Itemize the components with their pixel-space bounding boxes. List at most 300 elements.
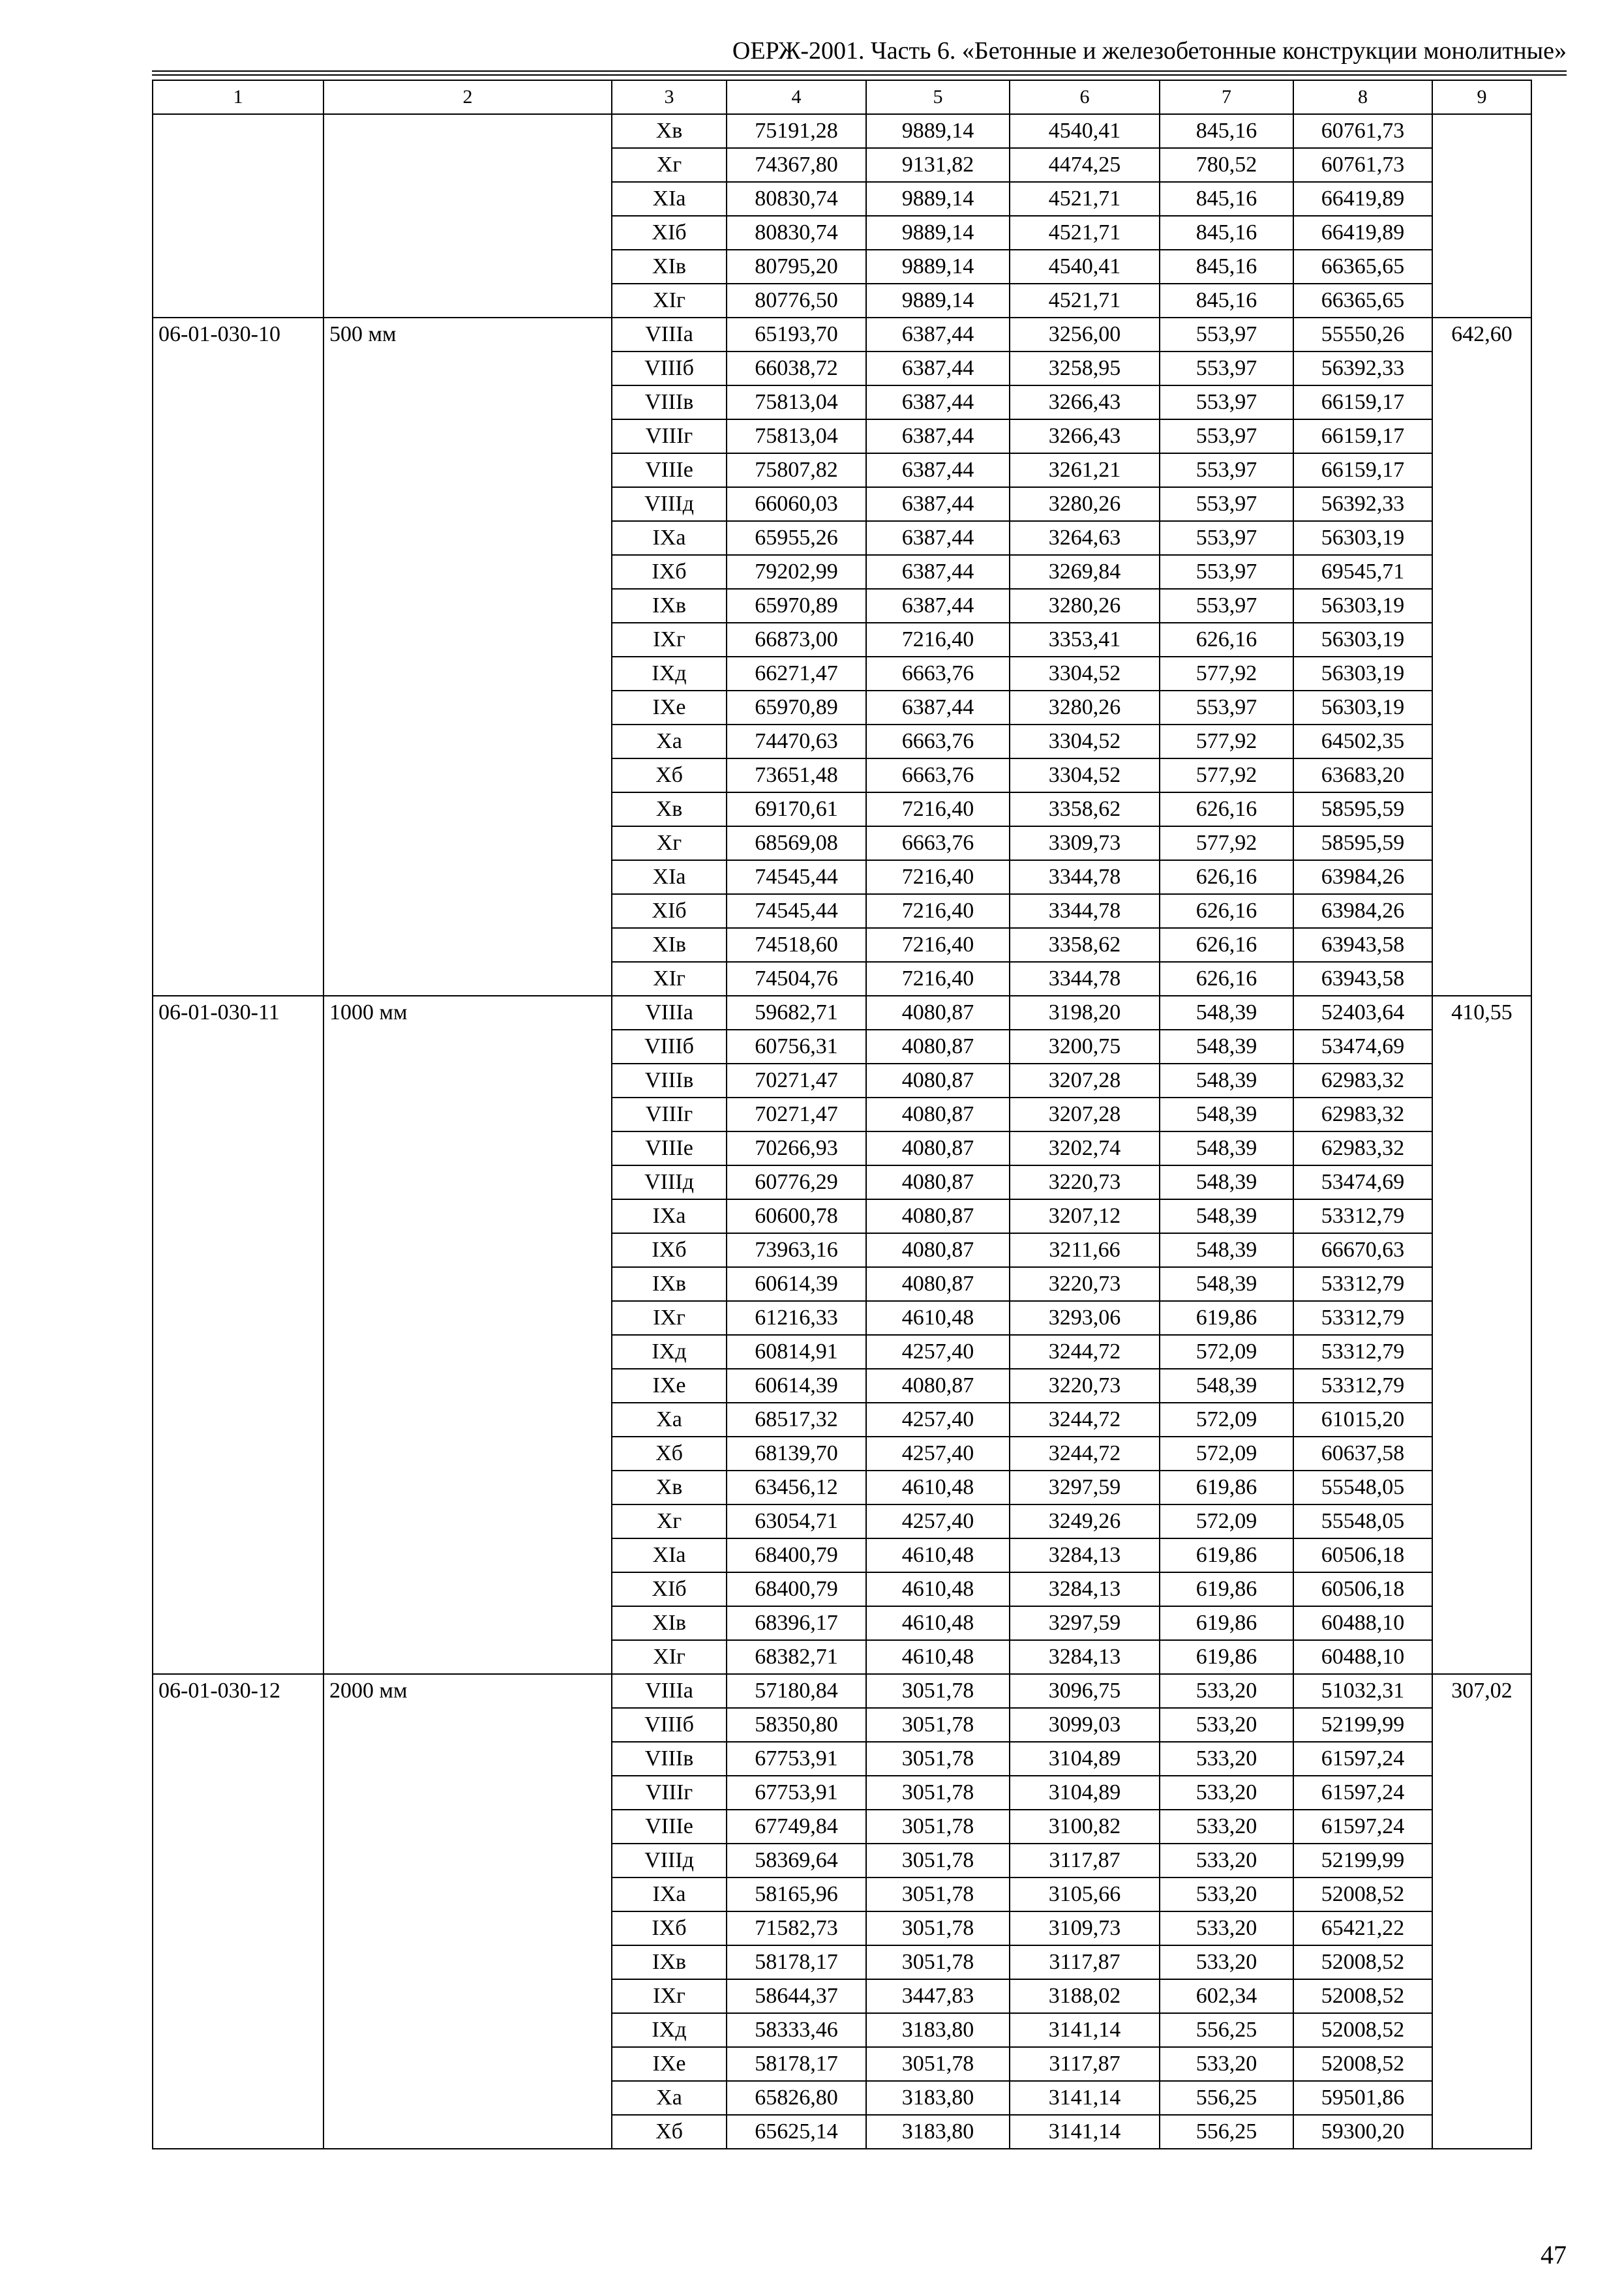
value-cell-col5: 3051,78 xyxy=(866,1844,1010,1878)
value-cell-col5: 3051,78 xyxy=(866,1810,1010,1844)
value-cell-col5: 3051,78 xyxy=(866,1776,1010,1810)
value-cell-col5: 6387,44 xyxy=(866,555,1010,589)
value-cell-col7: 553,97 xyxy=(1160,385,1293,419)
value-cell-col5: 3447,83 xyxy=(866,1979,1010,2013)
value-cell-col8: 60506,18 xyxy=(1293,1538,1432,1572)
value-cell-col4: 69170,61 xyxy=(727,792,866,826)
zone-cell: VIIIд xyxy=(612,1844,727,1878)
value-cell-col8: 66670,63 xyxy=(1293,1233,1432,1267)
value-cell-col7: 626,16 xyxy=(1160,928,1293,962)
value-cell-col6: 3200,75 xyxy=(1010,1030,1160,1064)
value-cell-col6: 3104,89 xyxy=(1010,1742,1160,1776)
value-cell-col8: 59300,20 xyxy=(1293,2115,1432,2149)
zone-cell: IXв xyxy=(612,1945,727,1979)
value-cell-col5: 3051,78 xyxy=(866,2047,1010,2081)
value-cell-col5: 3183,80 xyxy=(866,2013,1010,2047)
value-cell-col6: 3297,59 xyxy=(1010,1606,1160,1640)
value-cell-col5: 7216,40 xyxy=(866,792,1010,826)
value-cell-col6: 3220,73 xyxy=(1010,1267,1160,1301)
value-cell-col7: 845,16 xyxy=(1160,216,1293,250)
value-cell-col7: 572,09 xyxy=(1160,1504,1293,1538)
value-cell-col4: 74504,76 xyxy=(727,962,866,996)
value-cell-col5: 4080,87 xyxy=(866,1199,1010,1233)
value-cell-col6: 4521,71 xyxy=(1010,216,1160,250)
value-cell-col4: 59682,71 xyxy=(727,996,866,1030)
value-cell-col8: 60488,10 xyxy=(1293,1606,1432,1640)
table-row xyxy=(153,318,1531,352)
value-cell-col5: 4080,87 xyxy=(866,1030,1010,1064)
value-cell-col7: 548,39 xyxy=(1160,1064,1293,1098)
value-cell-col4: 71582,73 xyxy=(727,1911,866,1945)
value-cell-col7: 619,86 xyxy=(1160,1572,1293,1606)
table-header xyxy=(153,80,1531,114)
zone-cell: IXг xyxy=(612,1979,727,2013)
value-cell-col8: 69545,71 xyxy=(1293,555,1432,589)
zone-cell: Хг xyxy=(612,1504,727,1538)
value-cell-col7: 626,16 xyxy=(1160,860,1293,894)
value-cell-col6: 3280,26 xyxy=(1010,691,1160,725)
value-cell-col4: 75191,28 xyxy=(727,114,866,148)
value-cell-col5: 9889,14 xyxy=(866,114,1010,148)
zone-cell: Ха xyxy=(612,1403,727,1437)
zone-cell: IXв xyxy=(612,1267,727,1301)
zone-cell: VIIIе xyxy=(612,1810,727,1844)
value-cell-col6: 3297,59 xyxy=(1010,1471,1160,1504)
zone-cell: Хб xyxy=(612,758,727,792)
zone-cell: Хв xyxy=(612,792,727,826)
value-cell-col8: 66159,17 xyxy=(1293,385,1432,419)
value-cell-col6: 3141,14 xyxy=(1010,2013,1160,2047)
column-number-row xyxy=(153,80,1531,114)
value-cell-col4: 58178,17 xyxy=(727,2047,866,2081)
value-cell-col6: 3304,52 xyxy=(1010,657,1160,691)
value-cell-col8: 61597,24 xyxy=(1293,1810,1432,1844)
value-cell-col6: 4474,25 xyxy=(1010,148,1160,182)
value-cell-col7: 533,20 xyxy=(1160,1878,1293,1911)
value-cell-col8: 51032,31 xyxy=(1293,1674,1432,1708)
value-cell-col6: 3207,28 xyxy=(1010,1064,1160,1098)
column-number-5: 5 xyxy=(866,80,1010,114)
value-cell-col6: 3104,89 xyxy=(1010,1776,1160,1810)
value-cell-col7: 577,92 xyxy=(1160,657,1293,691)
value-cell-col4: 60600,78 xyxy=(727,1199,866,1233)
value-cell-col4: 60614,39 xyxy=(727,1267,866,1301)
value-cell-col7: 626,16 xyxy=(1160,623,1293,657)
value-cell-col4: 80795,20 xyxy=(727,250,866,284)
value-cell-col6: 3220,73 xyxy=(1010,1369,1160,1403)
value-cell-col8: 66159,17 xyxy=(1293,419,1432,453)
value-cell-col5: 4610,48 xyxy=(866,1538,1010,1572)
value-cell-col5: 4610,48 xyxy=(866,1640,1010,1674)
value-cell-col7: 553,97 xyxy=(1160,691,1293,725)
column-number-7: 7 xyxy=(1160,80,1293,114)
value-cell-col6: 3220,73 xyxy=(1010,1165,1160,1199)
value-cell-col6: 3304,52 xyxy=(1010,725,1160,758)
value-cell-col5: 4080,87 xyxy=(866,1131,1010,1165)
value-cell-col7: 553,97 xyxy=(1160,453,1293,487)
value-cell-col6: 3344,78 xyxy=(1010,860,1160,894)
zone-cell: VIIIа xyxy=(612,1674,727,1708)
value-cell-col4: 61216,33 xyxy=(727,1301,866,1335)
value-cell-col6: 3211,66 xyxy=(1010,1233,1160,1267)
value-cell-col8: 53312,79 xyxy=(1293,1335,1432,1369)
value-cell-col7: 533,20 xyxy=(1160,1742,1293,1776)
zone-cell: IXе xyxy=(612,2047,727,2081)
zone-cell: IXа xyxy=(612,1878,727,1911)
value-cell-col7: 533,20 xyxy=(1160,1945,1293,1979)
zone-cell: VIIIв xyxy=(612,1742,727,1776)
value-cell-col6: 3117,87 xyxy=(1010,1945,1160,1979)
value-cell-col6: 3141,14 xyxy=(1010,2081,1160,2115)
value-cell-col5: 4080,87 xyxy=(866,1064,1010,1098)
value-cell-col5: 4080,87 xyxy=(866,1165,1010,1199)
zone-cell: XIв xyxy=(612,1606,727,1640)
value-cell-col7: 548,39 xyxy=(1160,1131,1293,1165)
value-cell-col4: 70271,47 xyxy=(727,1098,866,1131)
zone-cell: VIIIб xyxy=(612,1030,727,1064)
value-cell-col8: 62983,32 xyxy=(1293,1131,1432,1165)
value-cell-col6: 3188,02 xyxy=(1010,1979,1160,2013)
column-number-2: 2 xyxy=(323,80,612,114)
value-cell-col8: 58595,59 xyxy=(1293,792,1432,826)
value-cell-col6: 3284,13 xyxy=(1010,1640,1160,1674)
page-number: 47 xyxy=(1541,2240,1567,2269)
column-number-6: 6 xyxy=(1010,80,1160,114)
value-cell-col5: 6663,76 xyxy=(866,725,1010,758)
value-cell-col4: 67753,91 xyxy=(727,1742,866,1776)
zone-cell: VIIIг xyxy=(612,419,727,453)
value-cell-col4: 58369,64 xyxy=(727,1844,866,1878)
value-cell-col6: 3261,21 xyxy=(1010,453,1160,487)
value-cell-col4: 74470,63 xyxy=(727,725,866,758)
zone-cell: VIIIа xyxy=(612,996,727,1030)
zone-cell: IXа xyxy=(612,521,727,555)
value-cell-col4: 63456,12 xyxy=(727,1471,866,1504)
value-cell-col5: 4257,40 xyxy=(866,1335,1010,1369)
value-cell-col7: 619,86 xyxy=(1160,1301,1293,1335)
value-cell-col8: 63984,26 xyxy=(1293,860,1432,894)
column-number-4: 4 xyxy=(727,80,866,114)
value-cell-col6: 3353,41 xyxy=(1010,623,1160,657)
value-cell-col5: 6387,44 xyxy=(866,589,1010,623)
dimension-cell: 500 мм xyxy=(323,318,612,996)
value-cell-col8: 56303,19 xyxy=(1293,691,1432,725)
zone-cell: Хб xyxy=(612,1437,727,1471)
value-cell-col6: 3207,12 xyxy=(1010,1199,1160,1233)
value-cell-col4: 58178,17 xyxy=(727,1945,866,1979)
value-cell-col8: 63943,58 xyxy=(1293,962,1432,996)
dimension-cell: 2000 мм xyxy=(323,1674,612,2149)
value-cell-col8: 63984,26 xyxy=(1293,894,1432,928)
value-cell-col6: 3258,95 xyxy=(1010,352,1160,385)
value-cell-col4: 65955,26 xyxy=(727,521,866,555)
value-cell-col8: 60488,10 xyxy=(1293,1640,1432,1674)
value-cell-col7: 533,20 xyxy=(1160,2047,1293,2081)
value-cell-col8: 52199,99 xyxy=(1293,1708,1432,1742)
value-cell-col5: 6387,44 xyxy=(866,318,1010,352)
value-cell-col7: 577,92 xyxy=(1160,826,1293,860)
value-cell-col8: 52008,52 xyxy=(1293,1979,1432,2013)
value-cell-col7: 845,16 xyxy=(1160,182,1293,216)
value-cell-col5: 3051,78 xyxy=(866,1878,1010,1911)
zone-cell: VIIIд xyxy=(612,487,727,521)
value-cell-col5: 6387,44 xyxy=(866,352,1010,385)
value-cell-col6: 3304,52 xyxy=(1010,758,1160,792)
value-cell-col7: 548,39 xyxy=(1160,1267,1293,1301)
col9-value-cell: 410,55 xyxy=(1432,996,1531,1674)
value-cell-col7: 619,86 xyxy=(1160,1538,1293,1572)
value-cell-col6: 3100,82 xyxy=(1010,1810,1160,1844)
value-cell-col7: 533,20 xyxy=(1160,1674,1293,1708)
value-cell-col8: 52199,99 xyxy=(1293,1844,1432,1878)
value-cell-col8: 56303,19 xyxy=(1293,657,1432,691)
value-cell-col6: 3096,75 xyxy=(1010,1674,1160,1708)
zone-cell: VIIIа xyxy=(612,318,727,352)
value-cell-col5: 4610,48 xyxy=(866,1572,1010,1606)
value-cell-col7: 548,39 xyxy=(1160,1369,1293,1403)
col9-value-cell: 307,02 xyxy=(1432,1674,1531,2149)
value-cell-col6: 3309,73 xyxy=(1010,826,1160,860)
value-cell-col4: 74545,44 xyxy=(727,860,866,894)
value-cell-col6: 3344,78 xyxy=(1010,894,1160,928)
value-cell-col5: 6387,44 xyxy=(866,691,1010,725)
price-table xyxy=(152,80,1532,2149)
value-cell-col5: 3051,78 xyxy=(866,1742,1010,1776)
value-cell-col4: 80830,74 xyxy=(727,216,866,250)
zone-cell: IXе xyxy=(612,691,727,725)
value-cell-col8: 56303,19 xyxy=(1293,521,1432,555)
value-cell-col7: 533,20 xyxy=(1160,1810,1293,1844)
value-cell-col5: 6663,76 xyxy=(866,657,1010,691)
value-cell-col6: 3256,00 xyxy=(1010,318,1160,352)
value-cell-col8: 56392,33 xyxy=(1293,352,1432,385)
col9-value-cell xyxy=(1432,114,1531,318)
value-cell-col6: 3099,03 xyxy=(1010,1708,1160,1742)
value-cell-col4: 73963,16 xyxy=(727,1233,866,1267)
value-cell-col6: 3249,26 xyxy=(1010,1504,1160,1538)
zone-cell: VIIIг xyxy=(612,1098,727,1131)
value-cell-col8: 55550,26 xyxy=(1293,318,1432,352)
value-cell-col7: 619,86 xyxy=(1160,1471,1293,1504)
zone-cell: Хб xyxy=(612,2115,727,2149)
value-cell-col6: 3244,72 xyxy=(1010,1403,1160,1437)
value-cell-col7: 548,39 xyxy=(1160,1199,1293,1233)
zone-cell: IXв xyxy=(612,589,727,623)
value-cell-col8: 60761,73 xyxy=(1293,148,1432,182)
zone-cell: VIIIв xyxy=(612,385,727,419)
value-cell-col6: 3269,84 xyxy=(1010,555,1160,589)
header-rule xyxy=(152,70,1567,72)
value-cell-col7: 553,97 xyxy=(1160,555,1293,589)
value-cell-col7: 619,86 xyxy=(1160,1640,1293,1674)
zone-cell: XIг xyxy=(612,284,727,318)
value-cell-col7: 553,97 xyxy=(1160,487,1293,521)
value-cell-col8: 66419,89 xyxy=(1293,216,1432,250)
value-cell-col5: 6387,44 xyxy=(866,521,1010,555)
value-cell-col5: 7216,40 xyxy=(866,623,1010,657)
rate-code-cell: 06-01-030-10 xyxy=(153,318,323,996)
value-cell-col6: 3266,43 xyxy=(1010,385,1160,419)
value-cell-col7: 553,97 xyxy=(1160,419,1293,453)
value-cell-col5: 7216,40 xyxy=(866,894,1010,928)
value-cell-col6: 3344,78 xyxy=(1010,962,1160,996)
value-cell-col5: 9889,14 xyxy=(866,284,1010,318)
value-cell-col4: 58350,80 xyxy=(727,1708,866,1742)
value-cell-col7: 553,97 xyxy=(1160,521,1293,555)
zone-cell: Хв xyxy=(612,1471,727,1504)
value-cell-col8: 53312,79 xyxy=(1293,1369,1432,1403)
header-rule-double xyxy=(152,74,1567,76)
zone-cell: XIг xyxy=(612,962,727,996)
value-cell-col8: 66159,17 xyxy=(1293,453,1432,487)
value-cell-col5: 7216,40 xyxy=(866,860,1010,894)
zone-cell: XIа xyxy=(612,182,727,216)
value-cell-col7: 572,09 xyxy=(1160,1335,1293,1369)
value-cell-col4: 68396,17 xyxy=(727,1606,866,1640)
value-cell-col8: 61597,24 xyxy=(1293,1742,1432,1776)
value-cell-col5: 7216,40 xyxy=(866,928,1010,962)
value-cell-col7: 572,09 xyxy=(1160,1403,1293,1437)
zone-cell: IXг xyxy=(612,1301,727,1335)
value-cell-col4: 65970,89 xyxy=(727,589,866,623)
value-cell-col5: 4610,48 xyxy=(866,1301,1010,1335)
value-cell-col6: 3117,87 xyxy=(1010,2047,1160,2081)
rate-code-cell xyxy=(153,114,323,318)
zone-cell: IXд xyxy=(612,2013,727,2047)
value-cell-col6: 3284,13 xyxy=(1010,1572,1160,1606)
value-cell-col5: 3051,78 xyxy=(866,1674,1010,1708)
value-cell-col6: 3244,72 xyxy=(1010,1335,1160,1369)
column-number-1: 1 xyxy=(153,80,323,114)
value-cell-col4: 68382,71 xyxy=(727,1640,866,1674)
zone-cell: IXа xyxy=(612,1199,727,1233)
value-cell-col8: 52008,52 xyxy=(1293,2047,1432,2081)
zone-cell: Хв xyxy=(612,114,727,148)
value-cell-col4: 60776,29 xyxy=(727,1165,866,1199)
value-cell-col6: 4540,41 xyxy=(1010,250,1160,284)
value-cell-col8: 56392,33 xyxy=(1293,487,1432,521)
value-cell-col8: 52008,52 xyxy=(1293,1945,1432,1979)
value-cell-col5: 9889,14 xyxy=(866,216,1010,250)
value-cell-col8: 61015,20 xyxy=(1293,1403,1432,1437)
value-cell-col7: 845,16 xyxy=(1160,114,1293,148)
value-cell-col8: 60637,58 xyxy=(1293,1437,1432,1471)
value-cell-col5: 3183,80 xyxy=(866,2115,1010,2149)
value-cell-col6: 3141,14 xyxy=(1010,2115,1160,2149)
value-cell-col4: 67753,91 xyxy=(727,1776,866,1810)
value-cell-col7: 553,97 xyxy=(1160,589,1293,623)
value-cell-col8: 64502,35 xyxy=(1293,725,1432,758)
value-cell-col5: 4080,87 xyxy=(866,996,1010,1030)
value-cell-col8: 56303,19 xyxy=(1293,589,1432,623)
value-cell-col7: 548,39 xyxy=(1160,996,1293,1030)
zone-cell: VIIIд xyxy=(612,1165,727,1199)
value-cell-col8: 52008,52 xyxy=(1293,2013,1432,2047)
value-cell-col8: 55548,05 xyxy=(1293,1471,1432,1504)
value-cell-col8: 53312,79 xyxy=(1293,1199,1432,1233)
value-cell-col4: 66060,03 xyxy=(727,487,866,521)
zone-cell: IXб xyxy=(612,555,727,589)
zone-cell: IXе xyxy=(612,1369,727,1403)
zone-cell: Ха xyxy=(612,725,727,758)
value-cell-col8: 63943,58 xyxy=(1293,928,1432,962)
value-cell-col7: 626,16 xyxy=(1160,792,1293,826)
value-cell-col7: 602,34 xyxy=(1160,1979,1293,2013)
zone-cell: VIIIб xyxy=(612,1708,727,1742)
value-cell-col6: 3202,74 xyxy=(1010,1131,1160,1165)
value-cell-col8: 62983,32 xyxy=(1293,1098,1432,1131)
value-cell-col5: 6387,44 xyxy=(866,419,1010,453)
value-cell-col4: 67749,84 xyxy=(727,1810,866,1844)
value-cell-col5: 4610,48 xyxy=(866,1606,1010,1640)
zone-cell: XIб xyxy=(612,1572,727,1606)
value-cell-col5: 3051,78 xyxy=(866,1945,1010,1979)
value-cell-col6: 3358,62 xyxy=(1010,792,1160,826)
zone-cell: VIIIв xyxy=(612,1064,727,1098)
value-cell-col5: 3183,80 xyxy=(866,2081,1010,2115)
value-cell-col6: 4521,71 xyxy=(1010,284,1160,318)
value-cell-col4: 58644,37 xyxy=(727,1979,866,2013)
value-cell-col5: 9889,14 xyxy=(866,250,1010,284)
value-cell-col7: 548,39 xyxy=(1160,1165,1293,1199)
value-cell-col7: 626,16 xyxy=(1160,962,1293,996)
value-cell-col4: 73651,48 xyxy=(727,758,866,792)
value-cell-col8: 56303,19 xyxy=(1293,623,1432,657)
value-cell-col4: 74518,60 xyxy=(727,928,866,962)
value-cell-col8: 59501,86 xyxy=(1293,2081,1432,2115)
value-cell-col4: 80776,50 xyxy=(727,284,866,318)
value-cell-col8: 62983,32 xyxy=(1293,1064,1432,1098)
value-cell-col6: 3358,62 xyxy=(1010,928,1160,962)
value-cell-col5: 4257,40 xyxy=(866,1403,1010,1437)
value-cell-col8: 53474,69 xyxy=(1293,1030,1432,1064)
value-cell-col7: 577,92 xyxy=(1160,758,1293,792)
value-cell-col8: 58595,59 xyxy=(1293,826,1432,860)
value-cell-col6: 3266,43 xyxy=(1010,419,1160,453)
zone-cell: IXд xyxy=(612,1335,727,1369)
value-cell-col7: 556,25 xyxy=(1160,2115,1293,2149)
value-cell-col4: 66271,47 xyxy=(727,657,866,691)
value-cell-col5: 6387,44 xyxy=(866,453,1010,487)
value-cell-col7: 556,25 xyxy=(1160,2081,1293,2115)
value-cell-col5: 6387,44 xyxy=(866,487,1010,521)
zone-cell: XIв xyxy=(612,250,727,284)
value-cell-col6: 3207,28 xyxy=(1010,1098,1160,1131)
zone-cell: Хг xyxy=(612,826,727,860)
value-cell-col8: 65421,22 xyxy=(1293,1911,1432,1945)
table-row xyxy=(153,996,1531,1030)
value-cell-col6: 3109,73 xyxy=(1010,1911,1160,1945)
rate-code-cell: 06-01-030-12 xyxy=(153,1674,323,2149)
value-cell-col8: 61597,24 xyxy=(1293,1776,1432,1810)
value-cell-col7: 556,25 xyxy=(1160,2013,1293,2047)
value-cell-col4: 57180,84 xyxy=(727,1674,866,1708)
value-cell-col4: 65625,14 xyxy=(727,2115,866,2149)
value-cell-col7: 548,39 xyxy=(1160,1233,1293,1267)
value-cell-col8: 52403,64 xyxy=(1293,996,1432,1030)
value-cell-col4: 75807,82 xyxy=(727,453,866,487)
zone-cell: Ха xyxy=(612,2081,727,2115)
value-cell-col4: 68400,79 xyxy=(727,1572,866,1606)
value-cell-col5: 4080,87 xyxy=(866,1267,1010,1301)
value-cell-col4: 66038,72 xyxy=(727,352,866,385)
column-number-8: 8 xyxy=(1293,80,1432,114)
zone-cell: Хг xyxy=(612,148,727,182)
col9-value-cell: 642,60 xyxy=(1432,318,1531,996)
value-cell-col5: 4080,87 xyxy=(866,1098,1010,1131)
value-cell-col4: 68400,79 xyxy=(727,1538,866,1572)
value-cell-col7: 626,16 xyxy=(1160,894,1293,928)
